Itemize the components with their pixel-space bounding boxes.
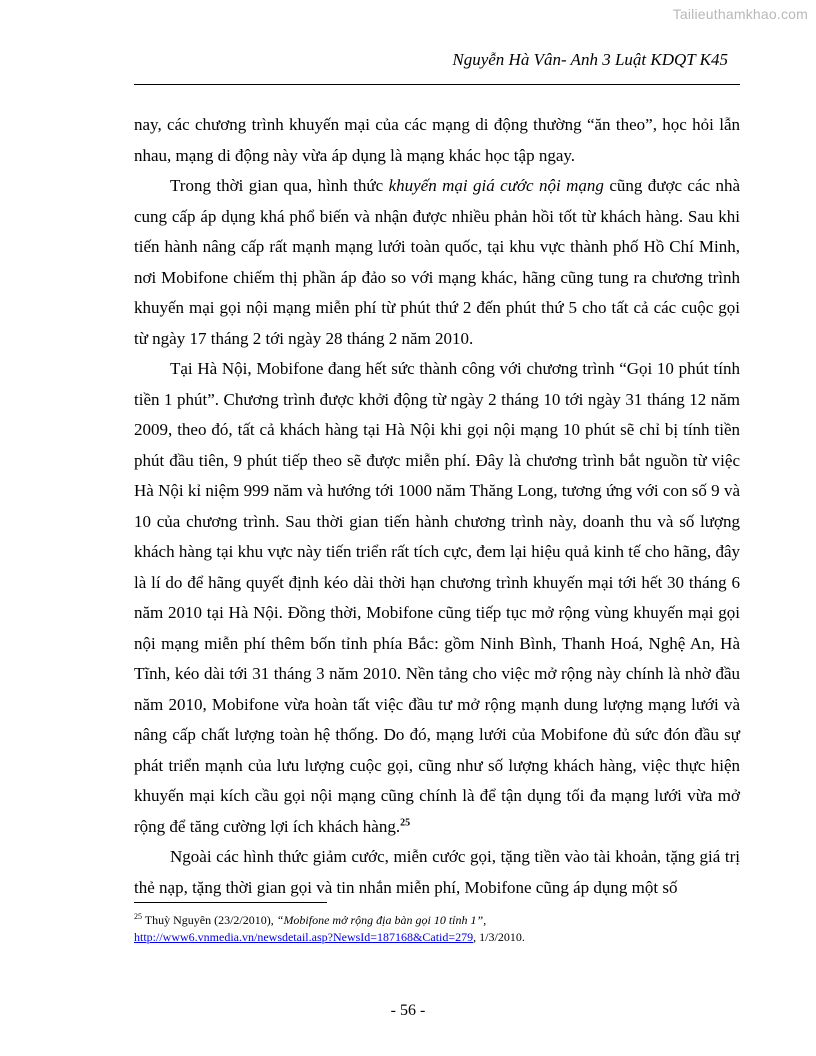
header-divider <box>134 84 740 85</box>
running-header: Nguyễn Hà Vân- Anh 3 Luật KDQT K45 <box>452 50 728 69</box>
page-number: - 56 - <box>390 1002 426 1019</box>
paragraph-3 <box>134 354 740 842</box>
page-body <box>134 110 740 903</box>
paragraph-2-rest: cũng được các nhà cung cấp áp dụng khá phổ biến và nhận được nhiều phản hồi tốt từ khách hàng. Sau khi tiến hành nâng cấp rất mạnh mạng lưới toàn quốc, tại khu vực thành phố Hồ Chí Minh, nơi Mobifone chiếm thị phần áp đảo so với mạng khác, hãng cũng tung ra chương trình khuyến mại gọi nội mạng miễn phí từ phút thứ 2 đến phút thứ 5 cho tất cả các cuộc gọi từ ngày 17 tháng 2 tới ngày 28 tháng 2 năm 2010. <box>134 176 741 348</box>
footnote-title-sep: , <box>483 913 487 927</box>
paragraph-2-emphasis: khuyến mại giá cước nội mạng <box>388 176 604 195</box>
footnote <box>134 908 740 946</box>
footnote-divider <box>134 902 327 903</box>
paragraph-4: Ngoài các hình thức giảm cước, miễn cước gọi, tặng tiền vào tài khoản, tặng giá trị thẻ nạp, tặng thời gian gọi và tin nhắn miễn phí, Mobifone cũng áp dụng một số <box>134 847 740 897</box>
paragraph-1: nay, các chương trình khuyến mại của các mạng di động thường “ăn theo”, học hỏi lẫn nhau, mạng di động này vừa áp dụng là mạng khác học tập ngay. <box>134 115 740 165</box>
footnote-access-date: , 1/3/2010. <box>473 930 525 944</box>
paragraph-2 <box>134 171 740 354</box>
watermark-text: Tailieuthamkhao.com <box>672 6 808 22</box>
paragraph-2-lead: Trong thời gian qua, hình thức <box>170 176 389 195</box>
footnote-number: 25 <box>134 912 142 921</box>
paragraph-3-text: Tại Hà Nội, Mobifone đang hết sức thành công với chương trình “Gọi 10 phút tính tiền 1 phút”. Chương trình được khởi động từ ngày 2 tháng 10 tới ngày 31 tháng 12 năm 2009, theo đó, tất cả khách hàng tại Hà Nội khi gọi nội mạng 10 phút sẽ chỉ bị tính tiền phút đầu tiên, 9 phút tiếp theo sẽ được miễn phí. Đây là chương trình bắt nguồn từ việc Hà Nội kỉ niệm 999 năm và hướng tới 1000 năm Thăng Long, tương ứng với con số 9 và 10 của chương trình. Sau thời gian tiến hành chương trình này, doanh thu và số lượng khách hàng tại khu vực này tiến triển rất tích cực, đem lại hiệu quả kinh tế cho hãng, đây là lí do để hãng quyết định kéo dài thời hạn chương trình khuyến mại tới hết 30 tháng 6 năm 2010 tại Hà Nội. Đồng thời, Mobifone cũng tiếp tục mở rộng vùng khuyến mại gọi nội mạng miễn phí thêm bốn tỉnh phía Bắc: gồm Ninh Bình, Thanh Hoá, Nghệ An, Hà Tĩnh, kéo dài tới 31 tháng 3 năm 2010. Nền tảng cho việc mở rộng này chính là nhờ đầu năm 2010, Mobifone vừa hoàn tất việc đầu tư mở rộng mạnh dung lượng mạng lưới và nâng cấp chất lượng toàn hệ thống. Do đó, mạng lưới của Mobifone đủ sức đón đầu sự phát triển mạnh của lưu lượng cuộc gọi, cũng như số lượng khách hàng, việc thực hiện khuyến mại kích cầu gọi nội mạng cũng chính là để tận dụng tối đa mạng lưới vừa mở rộng để tăng cường lợi ích khách hàng. <box>134 359 740 836</box>
footnote-author: Thuỳ Nguyên (23/2/2010), <box>142 913 277 927</box>
footnote-link[interactable]: http://www6.vnmedia.vn/newsdetail.asp?NewsId=187168&Catid=279 <box>134 930 474 944</box>
footnote-title: “Mobifone mở rộng địa bàn gọi 10 tỉnh 1” <box>276 913 484 927</box>
footnote-reference[interactable]: 25 <box>400 816 411 828</box>
